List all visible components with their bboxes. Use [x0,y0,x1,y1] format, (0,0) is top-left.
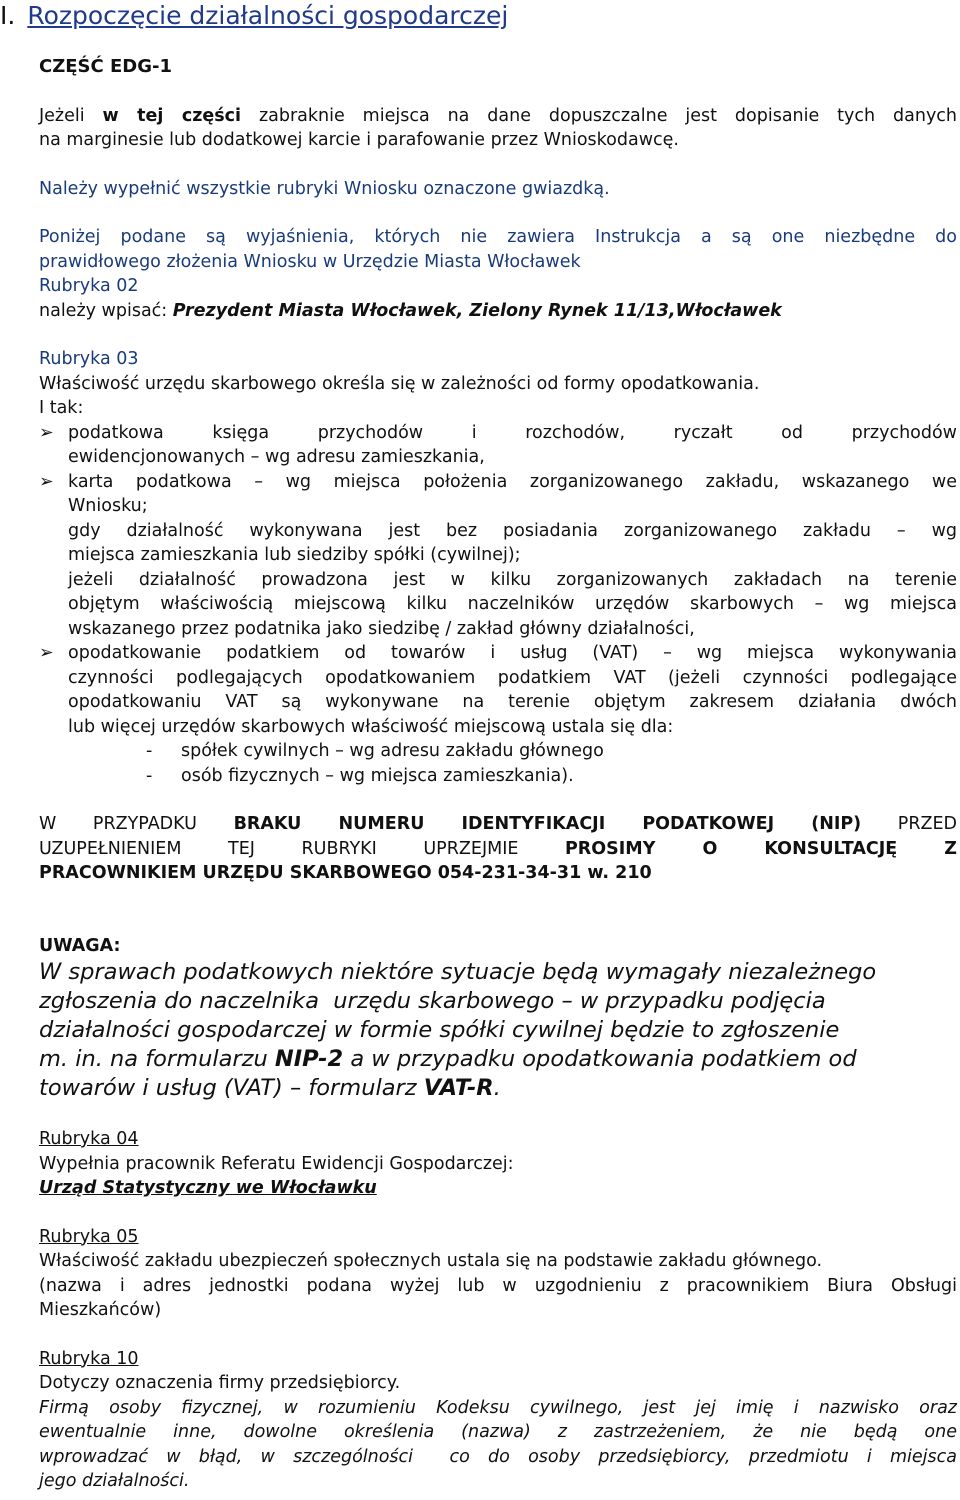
r10-line-5: jego działalności. [39,1471,190,1491]
rubryka-02-text [39,299,957,324]
uwaga-l4c: a w przypadku opodatkowania podatkiem od [343,1046,857,1072]
r02-pre: należy wpisać: [39,300,173,321]
r04-line-1: Wypełnia pracownik Referatu Ewidencji Gospodarczej: [39,1153,514,1174]
b2-line-4: miejsca zamieszkania lub siedziby spółki (cywilnej); [68,545,521,565]
r10-line-3: ewentualnie inne, dowolne określenia (nazwa) z zastrzeżeniem, że nie będą one [39,1422,957,1442]
arrow-bullet-icon: ➢ [39,471,54,492]
b3-line-4: lub więcej urzędów skarbowych właściwość miejscową ustala się dla: [68,716,674,737]
b2-line-5: jeżeli działalność prowadzona jest w kilku zorganizowanych zakładach na terenie [68,569,957,590]
uwaga-line-5 [39,1074,957,1103]
rubryka-05-label: Rubryka 05 [39,1226,139,1247]
b1-line-1: podatkowa księga przychodów i rozchodów, ryczałt od przychodów [68,422,957,443]
section-number: I. [0,1,16,30]
uwaga-title: UWAGA: [39,935,121,956]
intro-pre: Jeżeli [39,105,103,126]
section-title: Rozpoczęcie działalności gospodarczej [27,1,509,30]
r03-dash-2 [39,764,957,789]
r05-line-2: (nazwa i adres jednostki podana wyżej lub w uzgodnieniu z pracownikiem Biura Obsługi [39,1275,957,1296]
dash-bullet: - [146,741,153,761]
uwaga-body [39,958,957,1103]
explain-line-2: prawidłowego złożenia Wniosku w Urzędzie Miasta Włocławek [39,251,581,272]
rubryka-02-label: Rubryka 02 [39,276,139,296]
dash-bullet: - [146,765,153,786]
nip-p2: PRZED [861,814,958,834]
required-fields-note: Należy wypełnić wszystkie rubryki Wniosku oznaczone gwiazdką. [39,178,610,199]
r03-line-1: Właściwość urzędu skarbowego określa się w zależności od formy opodatkowania. [39,373,760,394]
explain-line-1: Poniżej podane są wyjaśnienia, których nie zawiera Instrukcja a są one niezbędne do [39,227,957,247]
intro-line-2: na marginesie lub dodatkowej karcie i parafowanie przez Wnioskodawcę. [39,130,679,150]
r03-line-2: I tak: [39,398,84,418]
b3-line-2: czynności podlegających opodatkowaniem podatkiem VAT (jeżeli czynności podlegające [68,667,957,688]
r03-dash-1 [39,739,957,764]
b2-line-2: Wniosku; [68,496,148,516]
dash-2-text: osób fizycznych – wg miejsca zamieszkania). [181,765,574,786]
b3-line-1: opodatkowanie podatkiem od towarów i usług (VAT) – wg miejsca wykonywania [68,643,957,663]
uwaga-l4b: NIP-2 [274,1046,344,1072]
nip-b2: PROSIMY O KONSULTACJĘ Z [564,838,957,859]
r10-line-2: Firmą osoby fizycznej, w rozumieniu Kodeksu cywilnego, jest jej imię i nazwisko oraz [39,1397,957,1418]
arrow-bullet-icon: ➢ [39,422,54,443]
r04-line-2: Urząd Statystyczny we Włocławku [39,1178,377,1198]
uwaga-line-2: zgłoszenia do naczelnika urzędu skarbowego – w przypadku podjęcia [39,988,826,1014]
r05-line-1: Właściwość zakładu ubezpieczeń społecznych ustala się na podstawie zakładu głównego. [39,1251,823,1271]
uwaga-l5b: VAT-R [423,1075,494,1101]
intro-post: zabraknie miejsca na dane dopuszczalne jest dopisanie tych danych [241,105,958,126]
r03-bullet-1 [39,421,957,470]
rubryka-04-label: Rubryka 04 [39,1129,139,1149]
b1-line-2: ewidencjonowanych – wg adresu zamieszkania, [68,447,485,467]
uwaga-l5a: towarów i usług (VAT) – formularz [39,1075,424,1101]
rubryka-03-label: Rubryka 03 [39,349,139,369]
uwaga-line-4 [39,1045,957,1074]
r02-value: Prezydent Miasta Włocławek, Zielony Rynek 11/13,Włocławek [172,300,782,321]
uwaga-l4a: m. in. na formularzu [39,1046,275,1072]
nip-notice-line-1 [39,812,957,837]
b2-line-3: gdy działalność wykonywana jest bez posiadania zorganizowanego zakładu – wg [68,520,957,541]
b2-line-6: objętym właściwością miejscową kilku naczelników urzędów skarbowych – wg miejsca [68,594,957,614]
document-body [39,55,957,1494]
uwaga-l5c: . [493,1075,501,1101]
dash-1-text: spółek cywilnych – wg adresu zakładu głównego [181,741,604,761]
nip-b1: BRAKU NUMERU IDENTYFIKACJI PODATKOWEJ (NIP) [233,814,862,834]
part-title: CZĘŚĆ EDG-1 [39,56,173,77]
rubryka-10-label: Rubryka 10 [39,1348,139,1369]
nip-notice-line-2 [39,837,957,862]
b2-line-1: karta podatkowa – wg miejsca położenia zorganizowanego zakładu, wskazanego we [68,471,957,492]
section-heading [0,0,508,32]
intro-line-1 [39,104,957,129]
r10-line-4: wprowadzać w błąd, w szczególności co do osoby przedsiębiorcy, przedmiotu i miejsca [39,1446,957,1467]
arrow-bullet-icon: ➢ [39,643,54,663]
nip-p1: W PRZYPADKU [39,814,234,834]
r03-bullet-3 [39,641,957,739]
nip-p3: UZUPEŁNIENIEM TEJ RUBRYKI UPRZEJMIE [39,838,565,859]
nip-notice-line-3: PRACOWNIKIEM URZĘDU SKARBOWEGO 054-231-34-31 w. 210 [39,863,652,883]
r05-line-3: Mieszkańców) [39,1300,162,1320]
uwaga-line-1: W sprawach podatkowych niektóre sytuacje będą wymagały niezależnego [39,959,877,985]
r10-line-1: Dotyczy oznaczenia firmy przedsiębiorcy. [39,1373,401,1393]
intro-bold: w tej części [102,105,242,126]
r10-definition [39,1396,957,1494]
b2-line-7: wskazanego przez podatnika jako siedzibę / zakład główny działalności, [68,618,695,639]
b3-line-3: opodatkowaniu VAT są wykonywane na terenie objętym zakresem działania dwóch [68,692,957,712]
uwaga-line-3: działalności gospodarczej w formie spółki cywilnej będzie to zgłoszenie [39,1017,840,1043]
r03-bullet-2 [39,470,957,642]
